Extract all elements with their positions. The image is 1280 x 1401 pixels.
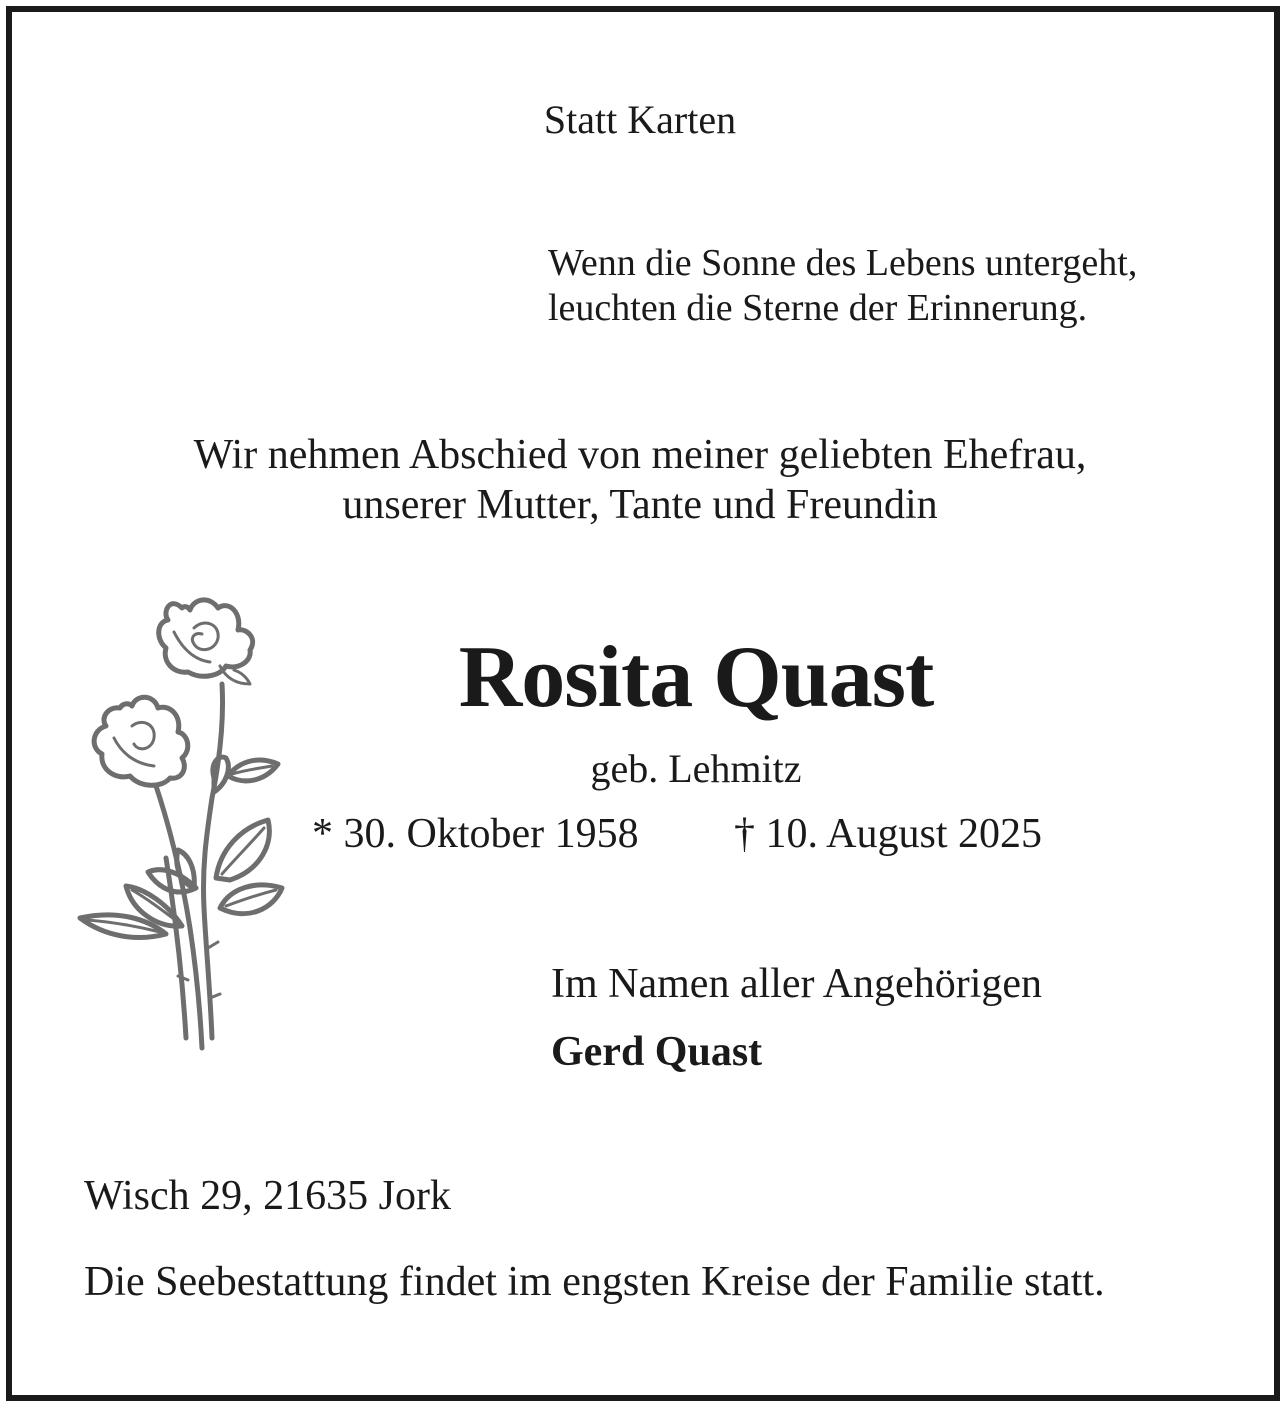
maiden-name: geb. Lehmitz (590, 746, 802, 791)
statt-karten-heading: Statt Karten (543, 97, 737, 142)
signer-name: Gerd Quast (551, 1029, 763, 1075)
address: Wisch 29, 21635 Jork (84, 1173, 451, 1219)
intro-line-1: Wir nehmen Abschied von meiner geliebten Ehefrau, (193, 432, 1087, 478)
birth-date: * 30. Oktober 1958 (312, 811, 639, 857)
quote-line-2: leuchten die Sterne der Erinnerung. (548, 287, 1088, 329)
signoff-line: Im Namen aller Angehörigen (551, 961, 1042, 1007)
intro-line-2: unserer Mutter, Tante und Freundin (342, 482, 938, 528)
deceased-name: Rosita Quast (458, 629, 934, 726)
burial-note: Die Seebestattung findet im engsten Kreise der Familie statt. (84, 1259, 1105, 1305)
quote-line-1: Wenn die Sonne des Lebens untergeht, (548, 242, 1138, 284)
death-date: † 10. August 2025 (734, 811, 1043, 857)
